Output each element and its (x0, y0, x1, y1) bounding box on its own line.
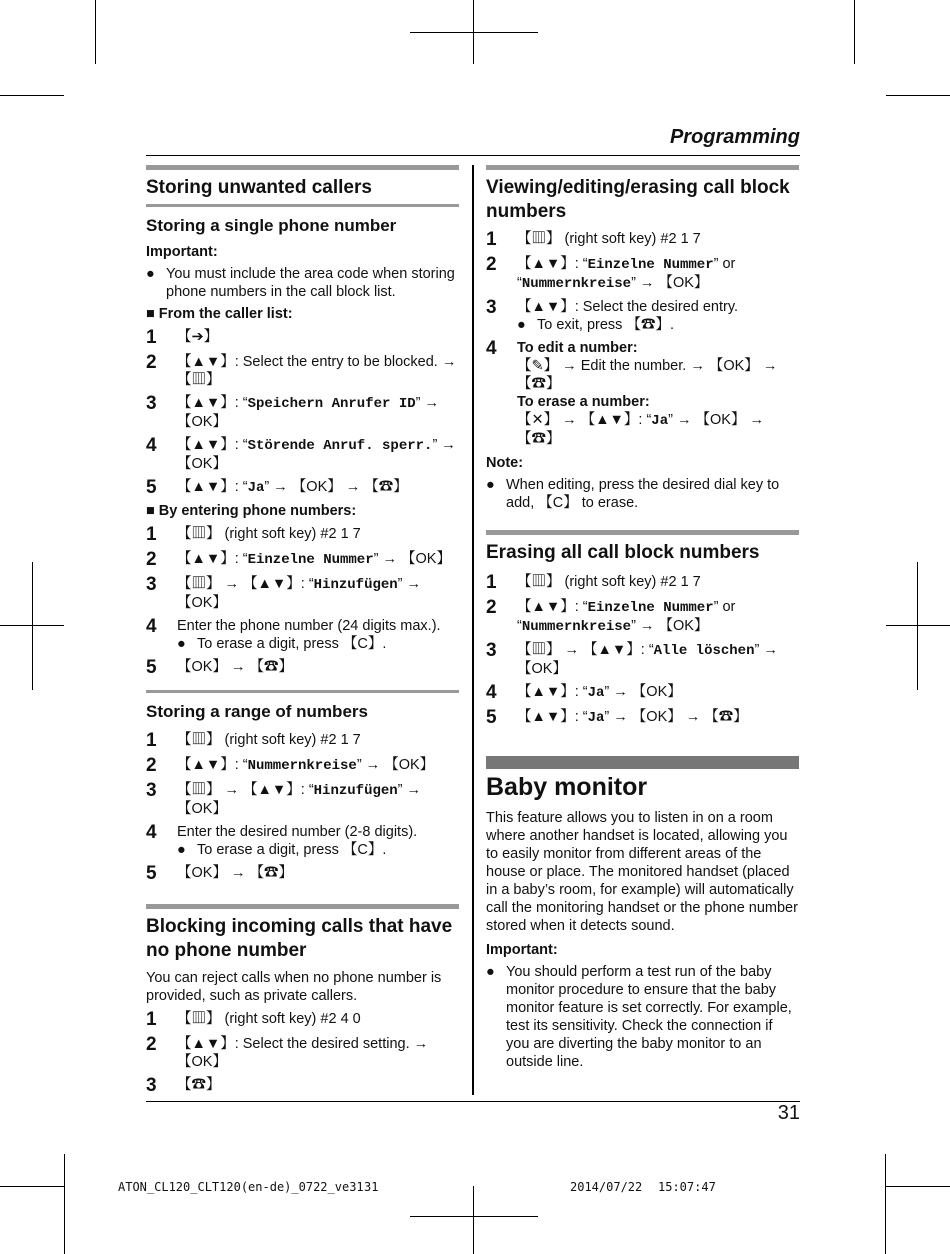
step-item: 2 【▲▼】: Select the desired setting. → 【OK】 (146, 1034, 429, 1070)
note-label: Note: (486, 455, 524, 471)
step-item: 4 【▲▼】: “Ja” → 【OK】 (486, 682, 682, 703)
left-column (146, 165, 459, 1096)
bullet-icon: ● (486, 477, 495, 493)
step-item: 4 Enter the phone number (24 digits max.). ● To erase a digit, press 【C】. (146, 616, 441, 652)
important-label: Important: (486, 942, 558, 958)
crop-mark (95, 0, 96, 64)
section-bar (486, 165, 799, 170)
imprint-page: 31 (364, 1180, 379, 1194)
step-item: 5 【▲▼】: “Ja” → 【OK】 → 【☎】 (146, 477, 408, 498)
section-title: Blocking incoming calls that have no phone number (146, 916, 453, 961)
erase-heading: To erase a number: (517, 394, 650, 410)
erase-text: 【✕】 → 【▲▼】: “Ja” → 【OK】 → 【☎】 (517, 412, 764, 447)
step-item: 4 Enter the desired number (2-8 digits). ● To erase a digit, press 【C】. (146, 822, 418, 858)
bullet-icon: ● (177, 842, 186, 858)
section-title: Viewing/editing/erasing call block numbers (486, 177, 790, 222)
crop-mark (473, 0, 474, 64)
step-item: 2 【▲▼】: “Einzelne Nummer” → 【OK】 (146, 549, 451, 570)
crop-mark (473, 1186, 474, 1254)
subsection-title: Storing a single phone number (146, 216, 397, 235)
step-item: 1 【▥】 (right soft key) #2 1 7 (146, 730, 361, 751)
crop-mark (410, 1216, 538, 1217)
step-item: 3 【☎】 (146, 1075, 221, 1096)
imprint-date: 2014/07/22 (570, 1180, 643, 1194)
step-item: 2 【▲▼】: Select the entry to be blocked. → 【▥】 (146, 352, 457, 388)
step-item: 3 【▥】 → 【▲▼】: “Alle löschen” → 【OK】 (486, 640, 778, 677)
list-heading: ■ By entering phone numbers: (146, 503, 357, 519)
bullet-icon: ● (177, 636, 186, 652)
section-bar (486, 530, 799, 535)
imprint-file: ATON_CL120_CLT120(en-de)_0722_ve31 (118, 1180, 364, 1194)
step-item: 1 【▥】 (right soft key) #2 1 7 (486, 572, 701, 593)
edit-text: 【✎】 → Edit the number. → 【OK】 → 【☎】 (517, 358, 778, 392)
crop-mark (886, 1186, 950, 1187)
step-item: 4 【▲▼】: “Störende Anruf. sperr.” → 【OK】 (146, 435, 456, 472)
step-item: 3 【▥】 → 【▲▼】: “Hinzufügen” → 【OK】 (146, 780, 422, 817)
section-bar (146, 904, 459, 909)
step-item: 2 【▲▼】: “Nummernkreise” → 【OK】 (146, 755, 435, 776)
imprint-time: 15:07:47 (658, 1180, 716, 1194)
step-item: 5 【OK】 → 【☎】 (146, 863, 294, 884)
step-item: 1 【▥】 (right soft key) #2 1 7 (486, 229, 701, 250)
bullet-item: ● You should perform a test run of the baby monitor procedure to ensure that the baby monitor feature is set correctly. For example, test its sensitivity. Check the connection if you are diverting the baby monitor to an outside line. (486, 964, 792, 1070)
step-item: 1 【▥】 (right soft key) #2 1 7 (146, 524, 361, 545)
chapter-title: Baby monitor (486, 773, 648, 801)
edit-heading: To edit a number: (517, 340, 638, 356)
crop-mark (32, 562, 33, 690)
crop-mark (886, 625, 950, 626)
section-bar (146, 165, 459, 170)
crop-mark (0, 95, 64, 96)
crop-mark (0, 1186, 64, 1187)
crop-mark (854, 0, 855, 64)
important-label: Important: (146, 244, 218, 260)
list-heading: ■ From the caller list: (146, 306, 293, 322)
crop-mark (64, 1154, 65, 1254)
step-item: 2 【▲▼】: “Einzelne Nummer” or “Nummernkreise” → 【OK】 (486, 597, 736, 635)
step-item: 5 【OK】 → 【☎】 (146, 657, 294, 678)
page-header-title: Programming (669, 126, 800, 148)
crop-mark (886, 95, 950, 96)
header-rule (146, 155, 800, 156)
bullet-icon: ● (486, 964, 495, 980)
bullet-item: ● You must include the area code when storing phone numbers in the call block list. (146, 266, 455, 300)
bullet-icon: ● (517, 317, 526, 333)
step-item: 3 【▲▼】: “Speichern Anrufer ID” → 【OK】 (146, 393, 439, 430)
step-item: 3 【▥】 → 【▲▼】: “Hinzufügen” → 【OK】 (146, 574, 422, 611)
subsection-bar (146, 204, 459, 207)
step-item: 5 【▲▼】: “Ja” → 【OK】 → 【☎】 (486, 707, 748, 728)
crop-mark (917, 562, 918, 690)
page-number: 31 (777, 1102, 800, 1124)
bullet-icon: ● (146, 266, 155, 282)
crop-mark (885, 1154, 886, 1254)
step-item: 2 【▲▼】: “Einzelne Nummer” or “Nummernkreise” → 【OK】 (486, 254, 736, 292)
bullet-item: ● When editing, press the desired dial key to add, 【C】 to erase. (486, 477, 780, 511)
footer-rule (146, 1101, 800, 1102)
step-item: 3 【▲▼】: Select the desired entry. ● To exit, press 【☎】. (486, 297, 739, 333)
step-item: 4 To edit a number: 【✎】 → Edit the number. → 【OK】 → 【☎】 To erase a number: 【✕】 → 【▲▼】: “Ja” → 【OK】 → 【☎】 (486, 339, 799, 448)
subsection-bar (146, 690, 459, 693)
right-column (486, 165, 799, 1071)
section-title: Erasing all call block numbers (486, 542, 760, 563)
chapter-bar (486, 756, 799, 769)
subsection-title: Storing a range of numbers (146, 702, 368, 721)
section-title: Storing unwanted callers (146, 177, 372, 198)
section-intro: You can reject calls when no phone number is provided, such as private callers. (146, 970, 442, 1004)
section-intro: This feature allows you to listen in on a room where another handset is located, allowing you to easily monitor from different areas of the house or place. The monitored handset (placed in a baby’s room, for example) will automatically call the monitoring handset or the phone number stored when it detects sound. (486, 810, 798, 934)
step-item: 1 【▥】 (right soft key) #2 4 0 (146, 1009, 361, 1030)
crop-mark (410, 32, 538, 33)
column-separator (472, 165, 474, 1095)
step-item: 1 【➔】 (146, 327, 219, 348)
